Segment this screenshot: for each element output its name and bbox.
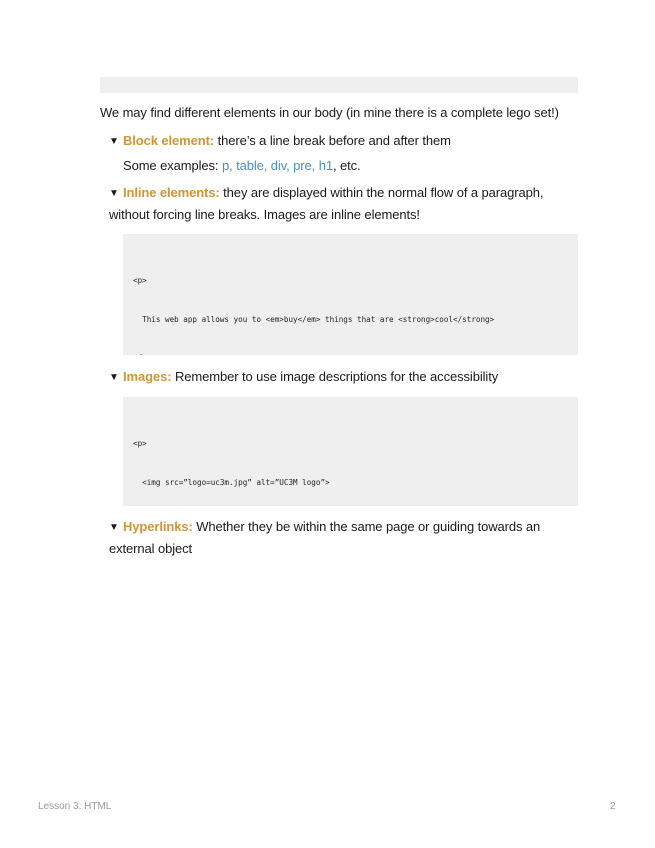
footer-lesson-title: Lesson 3: HTML xyxy=(38,801,112,812)
triangle-bullet-icon: ▼ xyxy=(109,372,119,383)
list-item-block-element xyxy=(109,131,579,153)
examples-links[interactable]: p, table, div, pre, h1 xyxy=(221,158,333,173)
hyperlinks-text-line2: external object xyxy=(109,541,193,556)
intro-paragraph: We may find different elements in our body (in mine there is a complete lego set!) xyxy=(100,105,559,120)
code-line: <p> xyxy=(133,438,147,448)
code-block-inline xyxy=(123,234,578,355)
inline-elements-text-line2: without forcing line breaks. Images are inline elements! xyxy=(109,207,420,222)
triangle-bullet-icon: ▼ xyxy=(109,522,119,533)
block-examples xyxy=(123,157,361,175)
block-element-keyword: Block element: xyxy=(123,133,215,148)
list-item-hyperlinks xyxy=(109,517,579,559)
inline-elements-keyword: Inline elements: xyxy=(123,185,220,200)
header-bar xyxy=(100,77,578,93)
inline-elements-text-line1: they are displayed within the normal flow of a paragraph, xyxy=(219,185,544,200)
triangle-bullet-icon: ▼ xyxy=(109,188,119,199)
images-text: Remember to use image descriptions for the accessibility xyxy=(171,369,499,384)
list-item-inline-elements xyxy=(109,183,579,225)
code-line: This web app allows you to <em>buy</em> things that are <strong>cool</strong> xyxy=(133,314,495,324)
code-block-images xyxy=(123,397,578,506)
code-line: <img src=”logo=uc3m.jpg” alt=”UC3M logo”> xyxy=(133,477,330,487)
hyperlinks-keyword: Hyperlinks: xyxy=(123,519,193,534)
triangle-bullet-icon: ▼ xyxy=(109,136,119,147)
block-element-text: there’s a line break before and after them xyxy=(214,133,451,148)
code-line: <p> xyxy=(133,275,147,285)
examples-suffix: , etc. xyxy=(332,158,361,173)
examples-prefix: Some examples: xyxy=(123,158,222,173)
hyperlinks-text-line1: Whether they be within the same page or guiding towards an xyxy=(192,519,541,534)
images-keyword: Images: xyxy=(123,369,172,384)
code-line xyxy=(133,352,568,355)
footer-page-number: 2 xyxy=(610,801,616,812)
list-item-images xyxy=(109,367,579,389)
